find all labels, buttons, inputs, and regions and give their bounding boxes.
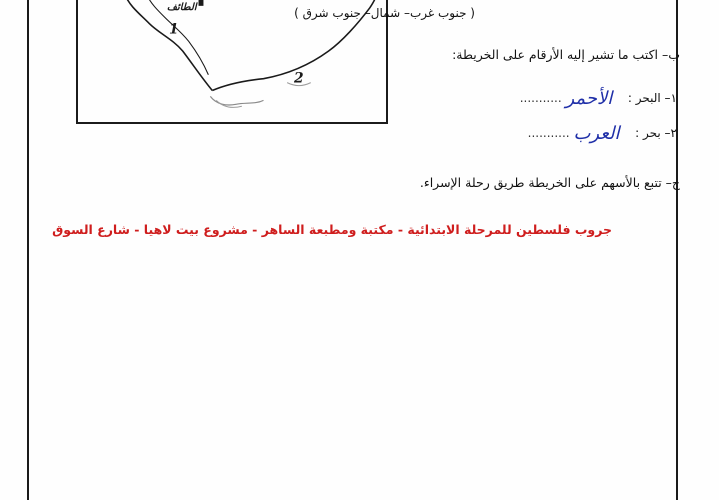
answer-item-2-label: ٢– بحر : bbox=[635, 126, 677, 140]
taif-marker bbox=[199, 0, 204, 6]
answer-item-1-dots: ........... bbox=[519, 91, 562, 105]
answer-item-1 bbox=[520, 86, 677, 107]
page-border-right bbox=[676, 0, 678, 500]
question-c: ج– تتبع بالأسهم على الخريطة طريق رحلة الإسراء. bbox=[419, 175, 680, 190]
footer-credit: جروب فلسطين للمرحلة الابتدائية - مكتبة ومطبعة الساهر - مشروع بيت لاهيا - شارع السوق bbox=[52, 222, 612, 237]
answer-item-2 bbox=[528, 121, 677, 142]
west-coast-outline bbox=[126, 0, 213, 91]
question-b: ب– اكتب ما تشير إليه الأرقام على الخريطة: bbox=[452, 47, 680, 62]
answer-item-2-dots: ........... bbox=[527, 126, 570, 140]
page-border-left bbox=[27, 0, 29, 500]
map-label-number-1: 1 bbox=[169, 21, 179, 38]
sea-shading bbox=[210, 96, 263, 105]
answer-item-2-handwriting: العرب bbox=[573, 123, 620, 144]
answer-item-1-label: ١– البحر : bbox=[627, 91, 677, 105]
direction-options: ( جنوب غرب– شمال– جنوب شرق ) bbox=[294, 6, 475, 20]
map-label-city: الطائف bbox=[166, 1, 197, 13]
map-label-number-2: 2 bbox=[294, 70, 304, 87]
answer-item-1-handwriting: الأحمر bbox=[565, 88, 613, 109]
